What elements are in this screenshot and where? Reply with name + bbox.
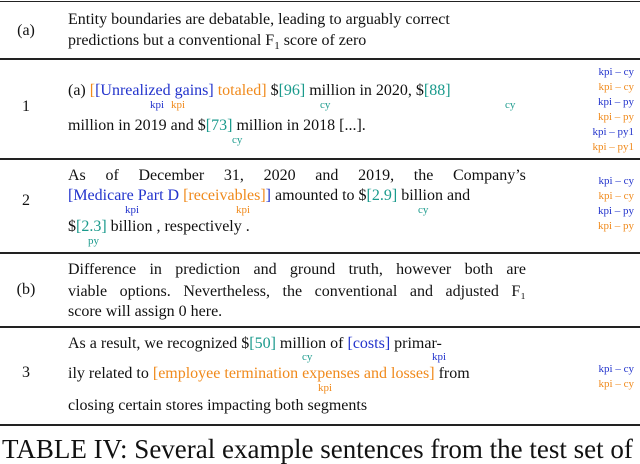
row-text-line — [68, 166, 526, 186]
word: December — [138, 167, 205, 184]
word: F₁ — [511, 283, 526, 300]
entity-value: [50] — [249, 335, 276, 352]
row-text-line: score will assign 0 here. — [68, 303, 223, 320]
word: 31, — [223, 167, 244, 184]
text-segment: billion , respectively . — [106, 218, 250, 235]
word: the — [413, 167, 434, 184]
label-cy: cy — [320, 99, 331, 111]
relation-label: kpi – py1 — [592, 126, 634, 138]
entity-kpi-attr: [employee termination expenses and losses] — [152, 365, 435, 382]
row-text-line — [68, 282, 526, 302]
label-cy: cy — [418, 204, 429, 216]
word: prediction — [175, 261, 241, 278]
label-cy: cy — [302, 351, 313, 363]
row-index: 2 — [22, 192, 30, 209]
table-rule-4 — [0, 326, 640, 328]
relation-label: kpi – py — [597, 111, 634, 123]
table-caption: TABLE IV: Several example sentences from the test set of — [2, 434, 633, 464]
entity-value: [88] — [423, 82, 451, 99]
row-text-line — [68, 31, 366, 52]
entity-kpi: Unrealized gains — [100, 82, 209, 99]
text-segment: $ — [415, 82, 424, 99]
row-text-line — [68, 81, 451, 101]
word: options. — [119, 283, 171, 300]
word: of — [105, 167, 119, 184]
word: however — [396, 261, 452, 278]
row-text-line — [68, 260, 526, 280]
row-text-line — [68, 334, 442, 354]
text-segment: billion and — [397, 187, 471, 204]
word: Company’s — [453, 167, 526, 184]
entity-value: [2.3] — [76, 218, 107, 235]
text-segment: ily related to — [68, 365, 153, 382]
word: and — [315, 167, 339, 184]
label-cy: cy — [505, 99, 516, 111]
text-segment: (a) — [68, 82, 90, 99]
row-text-line — [68, 186, 470, 206]
row-text-line: Entity boundaries are debatable, leading to arguably correct — [68, 11, 450, 28]
relation-label: kpi – py — [597, 220, 634, 232]
text-segment: million in 2019 and — [68, 117, 198, 134]
text-segment: As a result, we recognized — [68, 335, 242, 352]
label-kpi: kpi — [125, 204, 140, 216]
word: 2020 — [263, 167, 296, 184]
table-rule-2 — [0, 158, 640, 160]
bracket: ] — [265, 187, 271, 204]
entity-kpi-attr: [receivables] — [183, 187, 266, 204]
label-cy: cy — [232, 134, 243, 146]
entity-value: [2.9] — [366, 187, 398, 204]
text-segment: amounted to — [271, 187, 359, 204]
text-segment: score of zero — [279, 32, 367, 49]
entity-value: [73] — [205, 117, 233, 134]
relation-label: kpi – cy — [598, 175, 634, 187]
table-rule-1 — [0, 58, 640, 60]
label-kpi: kpi — [171, 99, 186, 111]
text-segment: million in 2018 [...]. — [232, 117, 366, 134]
table-rule-3 — [0, 252, 640, 254]
entity-kpi: [costs] — [347, 335, 391, 352]
row-text-line — [68, 116, 366, 136]
text-segment: $ — [68, 218, 76, 235]
text-segment: million of — [275, 335, 348, 352]
word: the — [282, 283, 303, 300]
entity-kpi-attr: totaled — [217, 82, 262, 99]
word: truth, — [348, 261, 383, 278]
relation-label: kpi – cy — [598, 190, 634, 202]
word: As — [68, 167, 86, 184]
word: in — [149, 261, 162, 278]
word: Difference — [68, 261, 137, 278]
text-segment: primar- — [390, 335, 442, 352]
entity-kpi: Medicare Part D — [73, 187, 184, 204]
text-segment: $ — [358, 187, 367, 204]
row-text-line — [68, 364, 470, 384]
word: 2019, — [358, 167, 395, 184]
text-segment: $ — [197, 117, 206, 134]
word: and — [409, 283, 433, 300]
word: conventional — [314, 283, 398, 300]
relation-label: kpi – cy — [598, 363, 634, 375]
text-segment: $ — [270, 82, 279, 99]
relation-label: kpi – py — [597, 96, 634, 108]
row-index: 1 — [22, 98, 30, 115]
text-segment: from — [434, 365, 470, 382]
text-segment: predictions but a conventional F — [68, 32, 275, 49]
bracket: [ — [89, 82, 96, 99]
bracket: [ — [95, 82, 101, 99]
relation-label: kpi – py — [597, 205, 634, 217]
entity-value: [96] — [278, 82, 306, 99]
row-text-line: closing certain stores impacting both segments — [68, 397, 368, 414]
bracket: [ — [68, 187, 74, 204]
row-text-line — [68, 217, 250, 237]
label-py: py — [88, 235, 99, 247]
label-kpi: kpi — [318, 382, 333, 394]
relation-label: kpi – cy — [598, 378, 634, 390]
text-segment: $ — [241, 335, 250, 352]
text-segment: million in 2020, — [305, 82, 416, 99]
bracket: ] — [261, 82, 267, 99]
word: adjusted — [445, 283, 499, 300]
word: Nevertheless, — [183, 283, 270, 300]
relation-legend — [592, 65, 634, 155]
relation-legend — [599, 362, 634, 392]
row-index: (a) — [17, 22, 35, 39]
relation-label: kpi – py1 — [592, 141, 634, 153]
subscript: 1 — [274, 40, 280, 52]
label-kpi: kpi — [236, 204, 251, 216]
row-index: 3 — [22, 364, 30, 381]
word: viable — [68, 283, 108, 300]
word: and — [253, 261, 277, 278]
relation-label: kpi – cy — [598, 66, 634, 78]
word: both — [464, 261, 494, 278]
word: are — [506, 261, 526, 278]
word: ground — [289, 261, 336, 278]
row-index: (b) — [16, 281, 36, 298]
table-rule-top — [0, 1, 640, 2]
label-kpi: kpi — [432, 351, 447, 363]
label-kpi: kpi — [150, 99, 165, 111]
bracket: ] — [208, 82, 214, 99]
table-rule-bottom — [0, 424, 640, 426]
relation-legend — [598, 174, 634, 234]
relation-label: kpi – cy — [598, 81, 634, 93]
